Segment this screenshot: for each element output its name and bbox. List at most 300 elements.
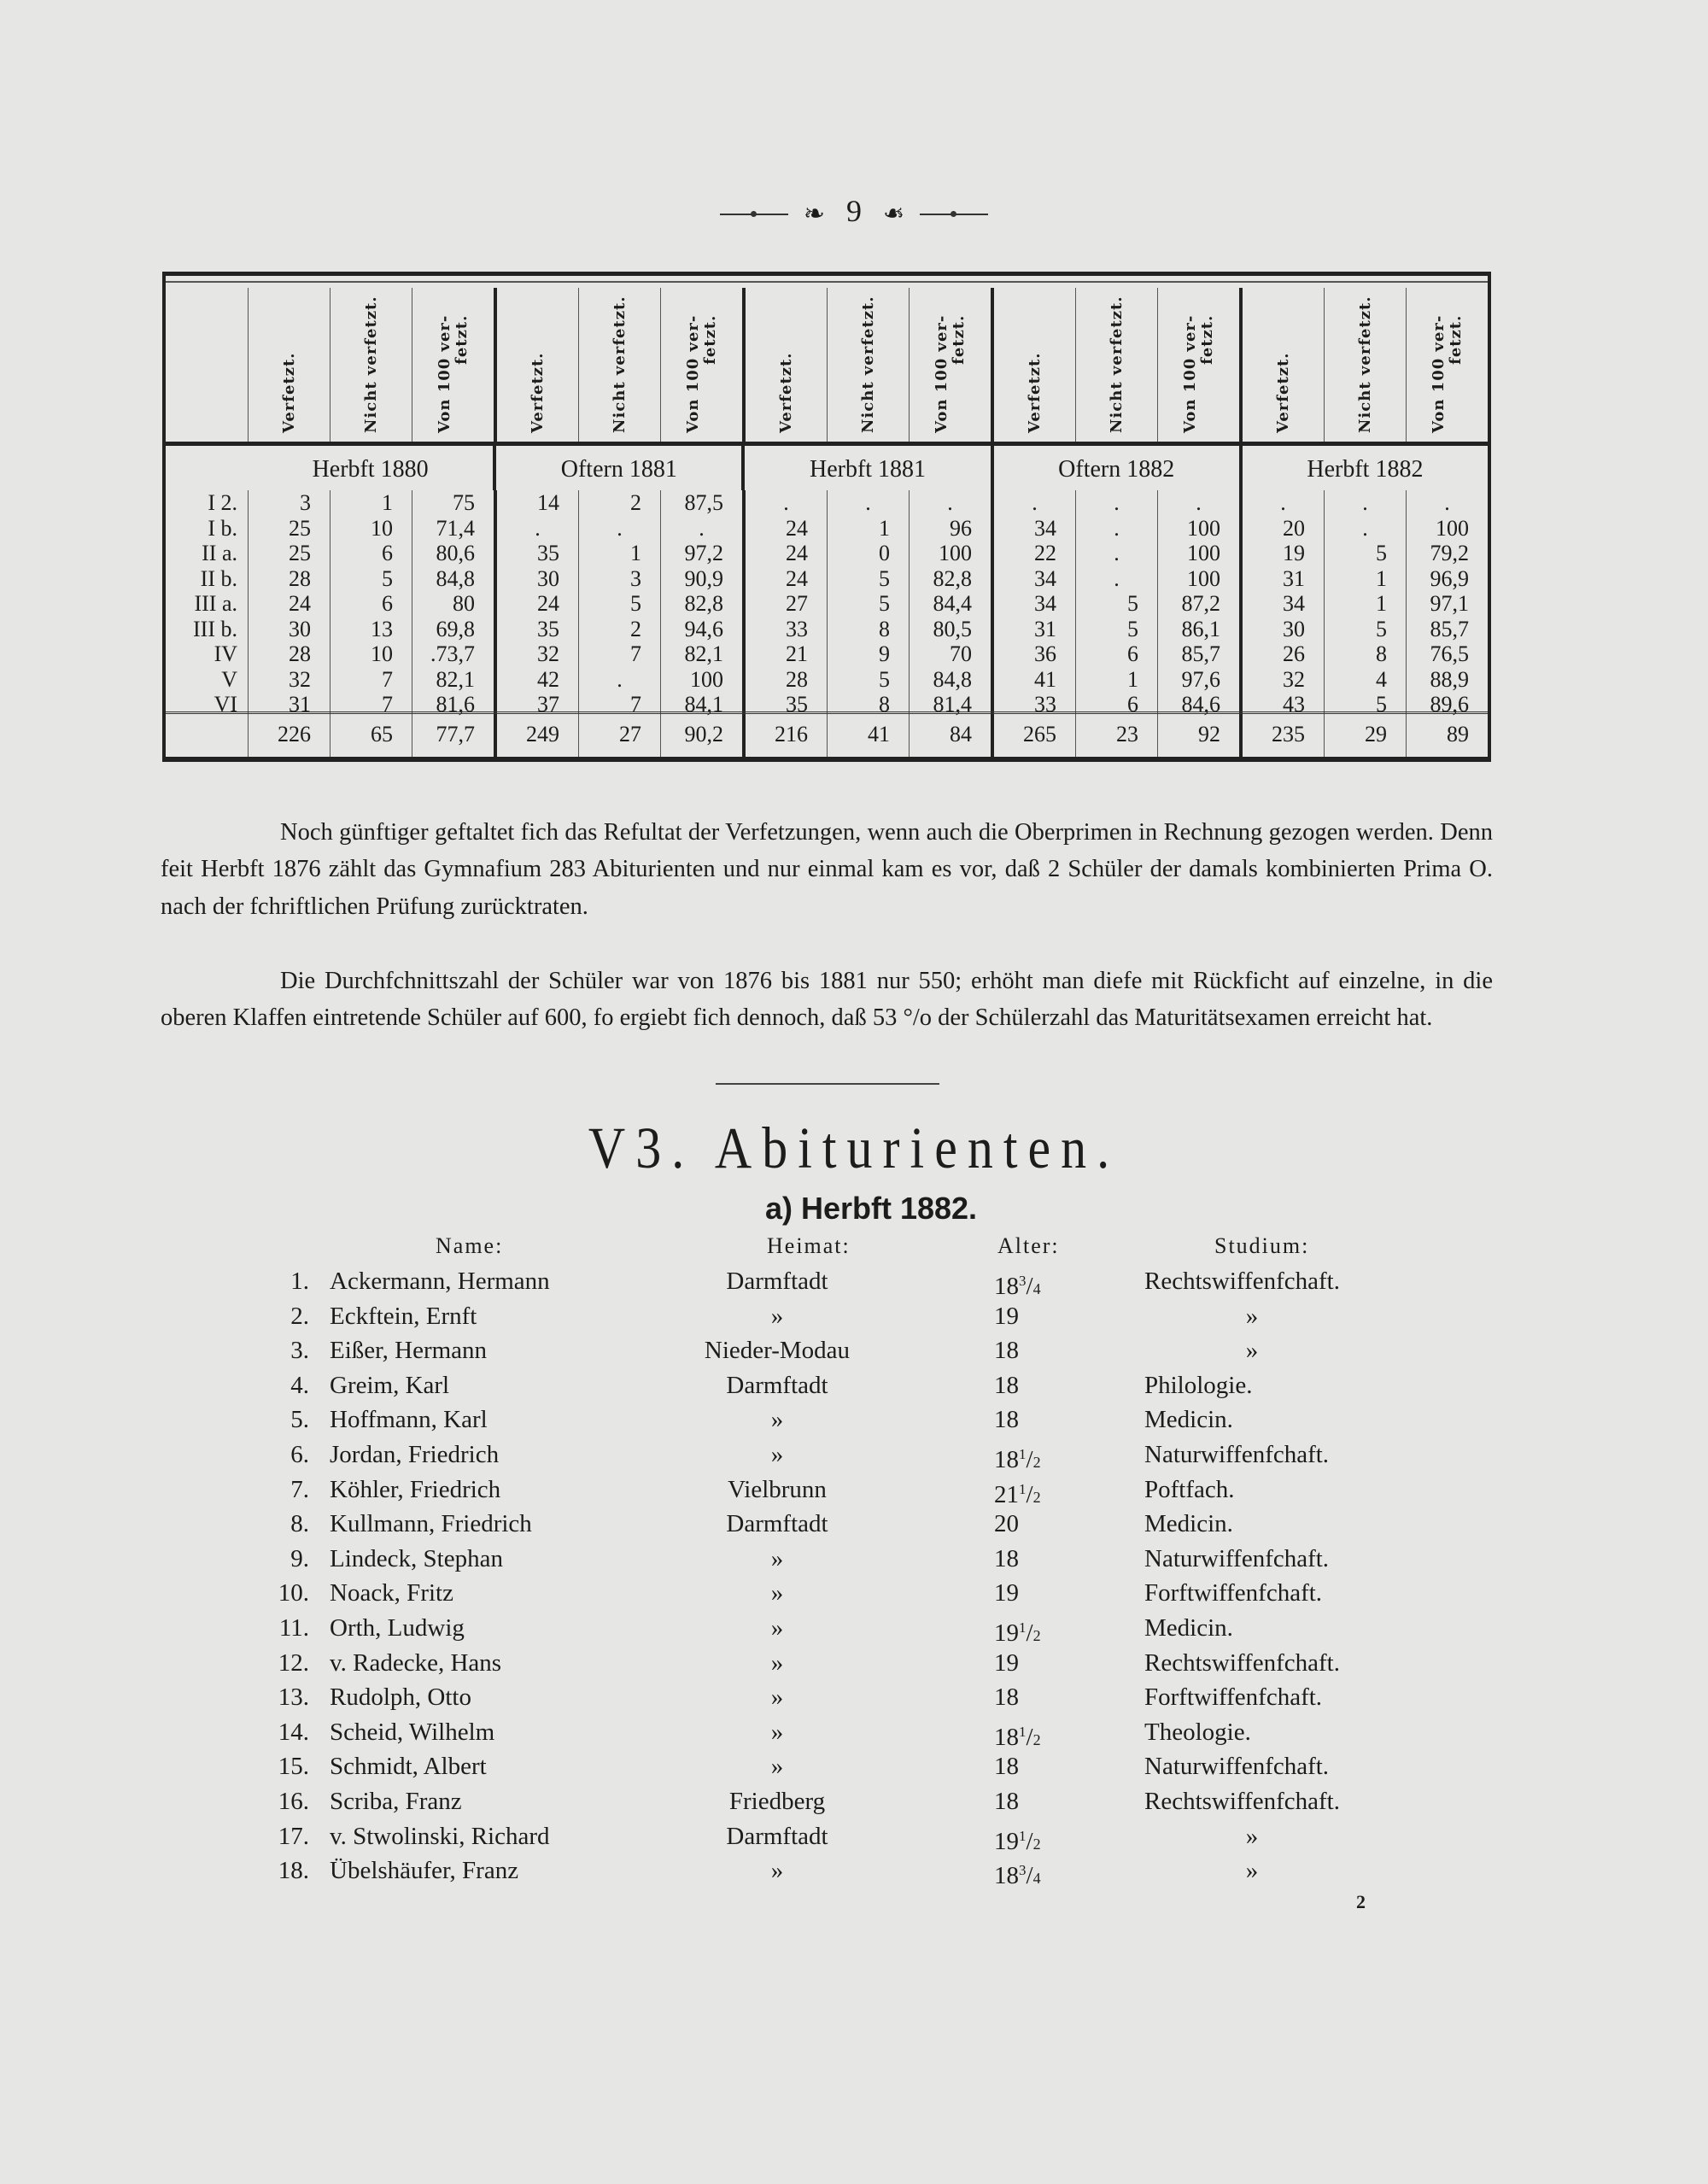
age-fraction-slash: / bbox=[1026, 1480, 1033, 1508]
table-cell: 85,7 bbox=[1430, 616, 1469, 641]
column-header bbox=[578, 288, 660, 442]
header-group bbox=[1239, 288, 1488, 442]
entry-studium: Medicin. bbox=[1144, 1510, 1233, 1538]
column-header-text: Von 100 ver- fetzt. bbox=[932, 314, 968, 433]
table-cell: 1 bbox=[630, 541, 641, 565]
column-header bbox=[994, 288, 1075, 442]
table-cell: 100 bbox=[1436, 515, 1469, 541]
season-column-group bbox=[991, 490, 1239, 717]
row-label: III b. bbox=[193, 616, 237, 641]
totals-group bbox=[1239, 714, 1488, 757]
entry-number: 14. bbox=[278, 1718, 309, 1746]
entry-name: Jordan, Friedrich bbox=[330, 1440, 500, 1468]
total-cell: 92 bbox=[1198, 722, 1220, 747]
row-label: V bbox=[221, 666, 237, 692]
table-cell: 35 bbox=[537, 541, 559, 565]
totals-group bbox=[991, 714, 1239, 757]
table-cell: . bbox=[617, 515, 623, 541]
entry-number: 9. bbox=[290, 1544, 309, 1572]
table-cell: 100 bbox=[939, 541, 972, 565]
table-cell: 30 bbox=[289, 616, 311, 641]
table-cell: 1 bbox=[1376, 591, 1387, 616]
entry-studium: Rechtswiffenfchaft. bbox=[1144, 1268, 1340, 1295]
age-fraction-slash: / bbox=[1026, 1723, 1033, 1751]
signature-mark: 2 bbox=[1356, 1891, 1366, 1912]
season-label: Oftern 1881 bbox=[493, 446, 741, 490]
data-column bbox=[412, 490, 494, 717]
table-cell: 27 bbox=[786, 591, 808, 616]
age-years: 18 bbox=[994, 1371, 1019, 1399]
entry-number: 1. bbox=[290, 1268, 309, 1295]
entry-studium: Medicin. bbox=[1144, 1613, 1233, 1642]
totals-column bbox=[578, 714, 660, 757]
entry-name: Rudolph, Otto bbox=[330, 1683, 471, 1712]
season-column-group bbox=[494, 490, 742, 717]
entry-heimat: » bbox=[770, 1648, 784, 1677]
totals-column bbox=[909, 714, 991, 757]
header-group bbox=[494, 288, 742, 442]
list-item bbox=[0, 1402, 1708, 1437]
table-cell: 97,6 bbox=[1181, 666, 1220, 692]
entry-alter bbox=[994, 1576, 1019, 1610]
table-cell: 81,6 bbox=[436, 692, 475, 717]
list-item bbox=[0, 1473, 1708, 1508]
entry-alter bbox=[994, 1784, 1019, 1818]
table-cell: . bbox=[1114, 515, 1120, 541]
season-label-spacer bbox=[166, 446, 248, 490]
table-cell: 82,8 bbox=[933, 565, 972, 591]
ornament-left-icon bbox=[720, 214, 788, 215]
table-cell: 1 bbox=[382, 490, 393, 515]
age-years: 21 bbox=[994, 1480, 1019, 1508]
total-cell: 84 bbox=[950, 722, 972, 747]
data-column bbox=[994, 490, 1075, 717]
list-item bbox=[0, 1437, 1708, 1473]
age-fraction-denominator: 2 bbox=[1032, 1488, 1041, 1506]
total-cell: 226 bbox=[278, 722, 311, 747]
table-cell: 5 bbox=[1376, 692, 1387, 717]
table-cell: . bbox=[947, 490, 953, 515]
table-cell: 28 bbox=[289, 565, 311, 591]
entry-studium: Theologie. bbox=[1144, 1718, 1251, 1746]
paragraph-1: Noch günftiger geftaltet fich das Refultat der Verfetzungen, wenn auch die Oberprimen in Rechnung gezogen werden. Denn feit Herbft 1876 zählt das Gymnafium 283 Abiturienten und nur einmal kam es vor, daß 2 Schüler der damals kombinierten Prima O. nach der fchriftlichen Prüfung zurücktraten. bbox=[161, 818, 1493, 920]
table-cell: . bbox=[699, 515, 705, 541]
table-cell: 28 bbox=[786, 666, 808, 692]
column-header-text: Verfetzt. bbox=[279, 352, 298, 433]
table-cell: . bbox=[1444, 490, 1450, 515]
table-cell: . bbox=[1362, 515, 1368, 541]
total-cell: 249 bbox=[526, 722, 559, 747]
table-cell: 5 bbox=[1376, 541, 1387, 565]
data-column bbox=[1324, 490, 1406, 717]
graduates-list bbox=[0, 1264, 1708, 1888]
entry-alter bbox=[994, 1680, 1019, 1714]
entry-heimat: » bbox=[770, 1440, 784, 1468]
entry-name: Eckftein, Ernft bbox=[330, 1302, 477, 1330]
table-cell: 33 bbox=[1034, 692, 1056, 717]
list-item bbox=[0, 1333, 1708, 1368]
age-years: 18 bbox=[994, 1445, 1019, 1473]
subsection-title: a) Herbft 1882. bbox=[764, 1191, 978, 1226]
entry-number: 10. bbox=[278, 1579, 309, 1607]
table-cell: 100 bbox=[690, 666, 723, 692]
table-cell: 84,8 bbox=[933, 666, 972, 692]
table-cell: 88,9 bbox=[1430, 666, 1469, 692]
entry-studium: Philologie. bbox=[1144, 1371, 1253, 1399]
table-cell: 30 bbox=[1283, 616, 1305, 641]
table-cell: . bbox=[1196, 490, 1202, 515]
totals-column bbox=[660, 714, 742, 757]
header-name: Name: bbox=[436, 1233, 504, 1258]
totals-column bbox=[1075, 714, 1157, 757]
table-cell: 26 bbox=[1283, 641, 1305, 666]
age-fraction-slash: / bbox=[1026, 1827, 1033, 1855]
entry-number: 11. bbox=[278, 1613, 309, 1642]
total-cell: 89 bbox=[1447, 722, 1469, 747]
entry-name: Hoffmann, Karl bbox=[330, 1406, 488, 1434]
table-cell: 30 bbox=[537, 565, 559, 591]
entry-name: Eißer, Hermann bbox=[330, 1337, 488, 1365]
column-header-text: Von 100 ver- fetzt. bbox=[1180, 314, 1216, 433]
entry-heimat: Nieder-Modau bbox=[704, 1337, 851, 1365]
age-fraction-denominator: 2 bbox=[1032, 1453, 1041, 1471]
table-cell: 1 bbox=[1376, 565, 1387, 591]
column-header-text: Verfetzt. bbox=[1273, 352, 1292, 433]
entry-heimat: » bbox=[770, 1406, 784, 1434]
entry-studium: Forftwiffenfchaft. bbox=[1144, 1683, 1323, 1712]
table-cell: 5 bbox=[1127, 591, 1138, 616]
column-header-text: Nicht verfetzt. bbox=[1355, 296, 1374, 433]
age-years: 18 bbox=[994, 1753, 1019, 1781]
table-cell: 25 bbox=[289, 515, 311, 541]
totals-group bbox=[494, 714, 742, 757]
section-title: V3. Abiturienten. bbox=[588, 1115, 1120, 1180]
entry-name: Noack, Fritz bbox=[330, 1579, 453, 1607]
entry-number: 13. bbox=[278, 1683, 309, 1712]
list-item bbox=[0, 1680, 1708, 1715]
column-header bbox=[746, 288, 827, 442]
entry-heimat: Darmftadt bbox=[726, 1510, 828, 1538]
table-cell: 7 bbox=[382, 692, 393, 717]
row-labels bbox=[166, 490, 248, 717]
table-cell: 89,6 bbox=[1430, 692, 1469, 717]
table-cell: 82,1 bbox=[436, 666, 475, 692]
total-cell: 216 bbox=[775, 722, 808, 747]
age-years: 19 bbox=[994, 1619, 1019, 1647]
age-years: 19 bbox=[994, 1827, 1019, 1855]
age-fraction-slash: / bbox=[1026, 1273, 1033, 1300]
table-cell: . bbox=[1114, 541, 1120, 565]
table-cell: 8 bbox=[879, 692, 890, 717]
entry-number: 2. bbox=[290, 1302, 309, 1330]
table-cell: 28 bbox=[289, 641, 311, 666]
total-cell: 265 bbox=[1023, 722, 1056, 747]
totals-column bbox=[1157, 714, 1239, 757]
data-column bbox=[827, 490, 909, 717]
entry-number: 5. bbox=[290, 1406, 309, 1434]
table-cell: 34 bbox=[1034, 591, 1056, 616]
table-cell: 71,4 bbox=[436, 515, 475, 541]
age-years: 18 bbox=[994, 1723, 1019, 1751]
table-cell: 8 bbox=[879, 616, 890, 641]
entry-studium: Rechtswiffenfchaft. bbox=[1144, 1648, 1340, 1677]
table-cell: 5 bbox=[630, 591, 641, 616]
list-item bbox=[0, 1576, 1708, 1611]
data-column bbox=[249, 490, 330, 717]
table-cell: 87,5 bbox=[684, 490, 723, 515]
data-column bbox=[1075, 490, 1157, 717]
season-column-group bbox=[1239, 490, 1488, 717]
table-cell: 5 bbox=[879, 591, 890, 616]
table-body bbox=[166, 446, 1488, 757]
age-fraction-denominator: 4 bbox=[1032, 1870, 1041, 1888]
entry-name: Übelshäufer, Franz bbox=[330, 1857, 519, 1885]
ornament-right-icon bbox=[920, 214, 988, 215]
table-cell: 5 bbox=[879, 666, 890, 692]
age-fraction-denominator: 2 bbox=[1032, 1626, 1041, 1644]
column-header bbox=[1157, 288, 1239, 442]
table-cell: 36 bbox=[1034, 641, 1056, 666]
header-group bbox=[991, 288, 1239, 442]
age-years: 18 bbox=[994, 1787, 1019, 1815]
table-cell: 69,8 bbox=[436, 616, 475, 641]
entry-studium: » bbox=[1245, 1302, 1259, 1330]
table-cell: 82,8 bbox=[684, 591, 723, 616]
table-cell: 42 bbox=[537, 666, 559, 692]
totals-column bbox=[412, 714, 494, 757]
totals-column bbox=[1406, 714, 1488, 757]
data-rows bbox=[166, 490, 1488, 717]
row-label: II a. bbox=[202, 541, 237, 565]
entry-heimat: Vielbrunn bbox=[728, 1475, 827, 1503]
column-header-text: Von 100 ver- fetzt. bbox=[1429, 314, 1465, 433]
header-group bbox=[248, 288, 494, 442]
entry-number: 12. bbox=[278, 1648, 309, 1677]
totals-group bbox=[248, 714, 494, 757]
table-cell: 21 bbox=[786, 641, 808, 666]
entry-name: v. Radecke, Hans bbox=[330, 1648, 502, 1677]
entry-studium: » bbox=[1245, 1822, 1259, 1850]
scroll-ornament-icon: ❧ bbox=[803, 200, 825, 229]
paragraph-2: Die Durchfchnittszahl der Schüler war von 1876 bis 1881 nur 550; erhöht man diefe mit Rückficht auf einzelne, in die oberen Klaffen eintretende Schüler auf 600, fo ergiebt fich dennoch, daß 53 °/o der Schülerzahl das Maturitätsexamen erreicht hat. bbox=[161, 967, 1493, 1031]
row-label: I 2. bbox=[208, 490, 237, 515]
age-years: 18 bbox=[994, 1337, 1019, 1365]
table-cell: 5 bbox=[1127, 616, 1138, 641]
entry-name: Scheid, Wilhelm bbox=[330, 1718, 495, 1746]
table-cell: 80 bbox=[453, 591, 475, 616]
column-header-text: Nicht verfetzt. bbox=[858, 296, 877, 433]
column-header-text: Nicht verfetzt. bbox=[361, 296, 380, 433]
total-cell: 41 bbox=[868, 722, 890, 747]
totals-column bbox=[746, 714, 827, 757]
entry-studium: Poftfach. bbox=[1144, 1475, 1235, 1503]
entry-studium: » bbox=[1245, 1857, 1259, 1885]
table-cell: 24 bbox=[786, 565, 808, 591]
entry-alter bbox=[994, 1507, 1019, 1541]
table-cell: 24 bbox=[786, 515, 808, 541]
data-column bbox=[660, 490, 742, 717]
column-header bbox=[330, 288, 412, 442]
column-header bbox=[412, 288, 494, 442]
table-cell: . bbox=[865, 490, 871, 515]
entry-heimat: » bbox=[770, 1857, 784, 1885]
table-cell: 33 bbox=[786, 616, 808, 641]
totals-label-spacer bbox=[166, 714, 248, 757]
age-fraction-numerator: 1 bbox=[1019, 1480, 1027, 1497]
table-cell: 4 bbox=[1376, 666, 1387, 692]
column-header-text: Verfetzt. bbox=[528, 352, 547, 433]
entry-alter bbox=[994, 1646, 1019, 1680]
row-label: III a. bbox=[194, 591, 237, 616]
age-fraction-numerator: 1 bbox=[1019, 1445, 1027, 1462]
column-header bbox=[1406, 288, 1488, 442]
table-cell: 84,8 bbox=[436, 565, 475, 591]
table-cell: 22 bbox=[1034, 541, 1056, 565]
entry-number: 7. bbox=[290, 1475, 309, 1503]
entry-alter bbox=[994, 1368, 1019, 1402]
table-cell: . bbox=[1114, 565, 1120, 591]
column-header bbox=[249, 288, 330, 442]
total-cell: 27 bbox=[619, 722, 641, 747]
table-cell: 32 bbox=[537, 641, 559, 666]
scroll-ornament-icon: ❧ bbox=[883, 200, 905, 229]
entry-name: Lindeck, Stephan bbox=[330, 1544, 503, 1572]
list-item bbox=[0, 1507, 1708, 1542]
table-cell: 31 bbox=[289, 692, 311, 717]
entry-studium: » bbox=[1245, 1337, 1259, 1365]
age-fraction-numerator: 3 bbox=[1019, 1862, 1027, 1879]
entry-heimat: Darmftadt bbox=[726, 1371, 828, 1399]
header-alter: Alter: bbox=[997, 1233, 1060, 1258]
row-label: IV bbox=[214, 641, 237, 666]
header-heimat: Heimat: bbox=[767, 1233, 851, 1258]
table-cell: 37 bbox=[537, 692, 559, 717]
data-column bbox=[909, 490, 991, 717]
age-years: 19 bbox=[994, 1579, 1019, 1607]
column-header bbox=[660, 288, 742, 442]
entry-studium: Naturwiffenfchaft. bbox=[1144, 1440, 1330, 1468]
column-header bbox=[827, 288, 909, 442]
totals-column bbox=[1324, 714, 1406, 757]
entry-name: Orth, Ludwig bbox=[330, 1613, 465, 1642]
age-years: 18 bbox=[994, 1862, 1019, 1890]
list-item bbox=[0, 1749, 1708, 1784]
column-header-text: Von 100 ver- fetzt. bbox=[683, 314, 719, 433]
table-cell: . bbox=[1114, 490, 1120, 515]
entry-studium: Medicin. bbox=[1144, 1406, 1233, 1434]
list-item bbox=[0, 1853, 1708, 1888]
table-cell: 81,4 bbox=[933, 692, 972, 717]
age-fraction-slash: / bbox=[1026, 1445, 1033, 1473]
table-cell: 9 bbox=[879, 641, 890, 666]
table-cell: 82,1 bbox=[684, 641, 723, 666]
table-cell: 32 bbox=[289, 666, 311, 692]
entry-name: v. Stwolinski, Richard bbox=[330, 1822, 550, 1850]
entry-heimat: Friedberg bbox=[728, 1787, 826, 1815]
entry-studium: Naturwiffenfchaft. bbox=[1144, 1544, 1330, 1572]
table-cell: 87,2 bbox=[1181, 591, 1220, 616]
age-fraction-slash: / bbox=[1026, 1619, 1033, 1647]
age-years: 18 bbox=[994, 1406, 1019, 1434]
entry-heimat: » bbox=[770, 1718, 784, 1746]
data-column bbox=[746, 490, 827, 717]
table-cell: 5 bbox=[879, 565, 890, 591]
table-cell: 85,7 bbox=[1181, 641, 1220, 666]
table-cell: 96 bbox=[950, 515, 972, 541]
age-fraction-numerator: 1 bbox=[1019, 1723, 1027, 1740]
season-label: Herbft 1881 bbox=[741, 446, 990, 490]
table-cell: 86,1 bbox=[1181, 616, 1220, 641]
list-item bbox=[0, 1368, 1708, 1403]
table-cell: 70 bbox=[950, 641, 972, 666]
section-divider bbox=[716, 1083, 939, 1085]
table-cell: 80,5 bbox=[933, 616, 972, 641]
column-header-text: Nicht verfetzt. bbox=[610, 296, 629, 433]
table-cell: 35 bbox=[537, 616, 559, 641]
table-cell: 24 bbox=[289, 591, 311, 616]
table-cell: 34 bbox=[1034, 515, 1056, 541]
list-item bbox=[0, 1299, 1708, 1334]
entry-alter bbox=[994, 1333, 1019, 1367]
entry-heimat: » bbox=[770, 1753, 784, 1781]
table-cell: 100 bbox=[1187, 515, 1220, 541]
column-header-text: Verfetzt. bbox=[776, 352, 795, 433]
list-item bbox=[0, 1715, 1708, 1750]
table-cell: 10 bbox=[371, 515, 393, 541]
entry-heimat: Darmftadt bbox=[726, 1822, 828, 1850]
list-item bbox=[0, 1611, 1708, 1646]
entry-name: Schmidt, Albert bbox=[330, 1753, 487, 1781]
entry-name: Ackermann, Hermann bbox=[330, 1268, 550, 1295]
column-header-text: Von 100 ver- fetzt. bbox=[435, 314, 471, 433]
entry-heimat: » bbox=[770, 1302, 784, 1330]
data-column bbox=[578, 490, 660, 717]
table-cell: 6 bbox=[382, 541, 393, 565]
table-cell: 90,9 bbox=[684, 565, 723, 591]
entry-number: 3. bbox=[290, 1337, 309, 1365]
entry-number: 16. bbox=[278, 1787, 309, 1815]
entry-alter bbox=[994, 1299, 1019, 1333]
totals-column bbox=[827, 714, 909, 757]
table-cell: 84,1 bbox=[684, 692, 723, 717]
list-item bbox=[0, 1542, 1708, 1577]
table-cell: 6 bbox=[382, 591, 393, 616]
row-label: I b. bbox=[208, 515, 237, 541]
column-header bbox=[1075, 288, 1157, 442]
table-cell: 79,2 bbox=[1430, 541, 1469, 565]
age-fraction-denominator: 4 bbox=[1032, 1280, 1041, 1297]
promotion-statistics-table bbox=[162, 272, 1491, 762]
table-cell: 8 bbox=[1376, 641, 1387, 666]
list-item bbox=[0, 1646, 1708, 1681]
data-column bbox=[497, 490, 578, 717]
table-cell: 2 bbox=[630, 490, 641, 515]
table-cell: 24 bbox=[537, 591, 559, 616]
column-header bbox=[497, 288, 578, 442]
entry-name: Köhler, Friedrich bbox=[330, 1475, 501, 1503]
table-cell: 3 bbox=[300, 490, 311, 515]
age-years: 20 bbox=[994, 1510, 1019, 1538]
row-label: II b. bbox=[200, 565, 237, 591]
table-cell: 80,6 bbox=[436, 541, 475, 565]
totals-column bbox=[1243, 714, 1324, 757]
entry-alter bbox=[994, 1749, 1019, 1783]
table-cell: 24 bbox=[786, 541, 808, 565]
table-cell: 31 bbox=[1034, 616, 1056, 641]
entry-number: 6. bbox=[290, 1440, 309, 1468]
age-years: 18 bbox=[994, 1273, 1019, 1300]
table-cell: 84,4 bbox=[933, 591, 972, 616]
